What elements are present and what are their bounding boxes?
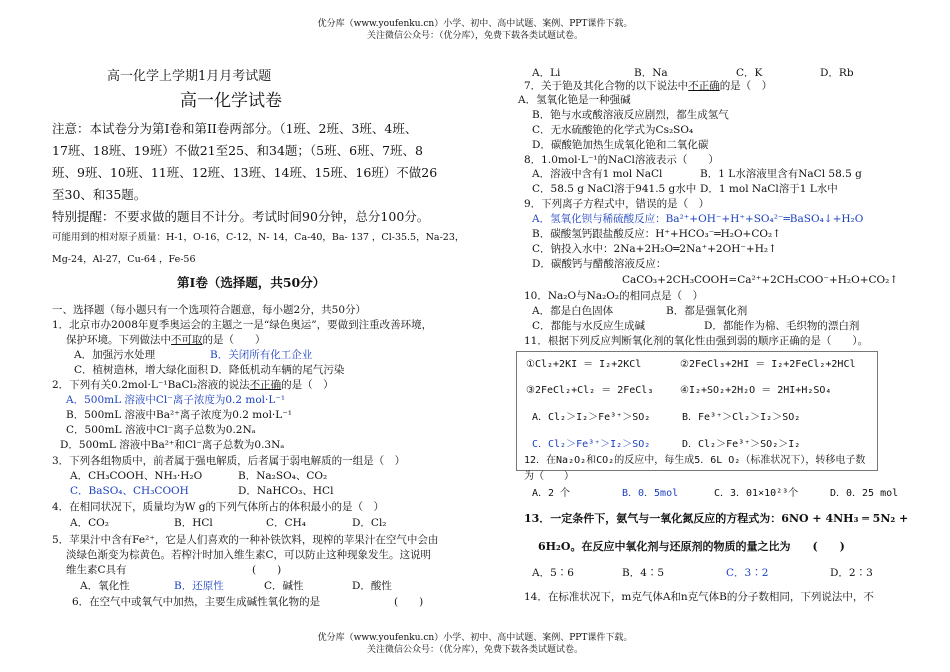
q8-stem: 8．1.0mol·L⁻¹的NaCl溶液表示（ ） (524, 154, 719, 166)
q6-option-a: A．Li (532, 67, 561, 79)
q9-option-d: D．碳酸钙与醋酸溶液反应： (532, 258, 667, 270)
exam-title: 高一化学上学期1月月考试题 (107, 69, 272, 84)
q13-stem-1: 13．一定条件下，氨气与一氧化氮反应的方程式为：6NO + 4NH₃ ═ 5N₂ + (524, 512, 909, 525)
q7-option-d: D．碳酸铯加热生成氧化铯和二氧化碳 (532, 139, 709, 151)
q12-option-c: C．3．01×10²³个 (714, 488, 799, 499)
q5-option-a: A．氧化性 (80, 580, 130, 592)
q5-option-d: D．酸性 (352, 580, 392, 592)
atomic-mass-line-2: Mg-24，Al-27，Cu-64 ，Fe-56 (52, 254, 196, 265)
q1-option-b: B．关闭所有化工企业 (210, 349, 313, 361)
q10-option-a: A．都是白色固体 (532, 305, 614, 317)
q5-stem-2: 淡绿色渐变为棕黄色。若榨汁时加入维生素C，可以防止这种现象发生。这说明 (66, 549, 432, 561)
q3-option-c: C．BaSO₄、CH₃COOH (70, 485, 189, 497)
q3-option-a: A．CH₃COOH、NH₃·H₂O (70, 470, 203, 482)
q14-stem: 14．在标准状况下，m克气体A和n克气体B的分子数相同，下列说法中，不 (524, 591, 874, 603)
q4-stem: 4．在相同状况下，质量均为W g的下列气体所占的体积最小的是（ ） (52, 501, 385, 513)
q8-option-a: A．溶液中含有1 mol NaCl (532, 168, 663, 180)
q9-option-b: B．碳酸氢钙跟盐酸反应：H⁺+HCO₃⁻═H₂O+CO₂↑ (532, 228, 782, 240)
q2-option-a: A．500mL 溶液中Cl⁻离子浓度为0.2 mol·L⁻¹ (66, 394, 286, 406)
q11-reaction-4: ④I₂+SO₂+2H₂O ＝ 2HI+H₂SO₄ (680, 385, 832, 396)
q13-stem-2: 6H₂O。在反应中氧化剂与还原剂的物质的量之比为 ( ) (538, 540, 845, 553)
q7-emphasis: 不正确 (688, 80, 720, 92)
q5-option-c: C．碱性 (264, 580, 304, 592)
q2-emphasis: 不正确 (249, 379, 282, 391)
page-header (0, 18, 950, 42)
q13-option-b: B．4∶5 (622, 567, 665, 579)
q8-option-d: D．1 mol NaCl溶于1 L水中 (700, 183, 838, 195)
q6-answer-paren: ( ) (394, 596, 424, 608)
page-footer (0, 632, 950, 656)
q6-option-c: C．K (736, 67, 763, 79)
q11-reaction-2: ②2FeCl₃+2HI ＝ I₂+2FeCl₂+2HCl (680, 359, 856, 370)
q5-stem-1: 5．苹果汁中含有Fe²⁺，它是人们喜欢的一种补铁饮料，现榨的苹果汁在空气中会由 (52, 534, 439, 546)
q2-stem: 2．下列有关0.2mol·L⁻¹BaCl₂溶液的说法不正确的是（ ） (52, 379, 334, 391)
q1-emphasis: 不可取 (171, 334, 203, 346)
q11-option-c: C．Cl₂＞Fe³⁺＞I₂＞SO₂ (532, 439, 651, 450)
q11-option-a: A．Cl₂＞I₂＞Fe³⁺＞SO₂ (532, 412, 651, 423)
q9-option-a: A．氢氧化钡与稀硫酸反应：Ba²⁺+OH⁻+H⁺+SO₄²⁻═BaSO₄↓+H₂O (532, 213, 864, 225)
q4-option-c: C．CH₄ (266, 517, 306, 529)
q11-option-b: B．Fe³⁺＞Cl₂＞I₂＞SO₂ (682, 412, 801, 423)
q12-option-b: B．0．5mol (622, 488, 679, 499)
q13-option-d: D．2∶3 (830, 567, 873, 579)
q7-stem: 7．关于铯及其化合物的以下说法中不正确的是（ ） (524, 80, 773, 92)
notice-line-3: 班、9班、10班、11班、12班、13班、14班、15班、16班）不做26 (52, 165, 438, 180)
q6-stem: 6．在空气中或氧气中加热，主要生成碱性氧化物的是 (72, 596, 321, 608)
q10-option-b: B．都是强氧化剂 (666, 305, 748, 317)
q13-option-a: A．5∶6 (532, 567, 574, 579)
footer-line-1: 优分库（www.youfenku.cn）小学、初中、高中试题、案例、PPT课件下载。 (317, 633, 633, 643)
q12-stem-1: 12．在Na₂O₂和CO₂的反应中，每生成5．6L O₂（标准状况下），转移电子数 (524, 455, 866, 466)
notice-line-4: 至30、和35题。 (52, 187, 147, 202)
notice-line-2: 17班、18班、19班）不做21至25、和34题；（5班、6班、7班、8 (52, 143, 423, 158)
q2-option-d: D．500mL 溶液中Ba²⁺和Cl⁻离子总数为0.3Nₐ (60, 439, 285, 451)
q8-option-b: B．1 L水溶液里含有NaCl 58.5 g (700, 168, 862, 180)
q5-answer-paren: ( ) (252, 564, 282, 576)
section-title: 第Ⅰ卷（选择题，共50分） (177, 275, 326, 290)
q3-stem: 3．下列各组物质中，前者属于强电解质，后者属于弱电解质的一组是（ ） (52, 455, 406, 467)
q2-option-b: B．500mL 溶液中Ba²⁺离子浓度为0.2 mol·L⁻¹ (66, 409, 292, 421)
q11-reaction-3: ③2FeCl₂+Cl₂ ＝ 2FeCl₃ (526, 385, 654, 396)
q7-option-a: A．氢氧化铯是一种强碱 (518, 94, 631, 106)
q9-stem: 9．下列离子方程式中，错误的是（ ） (524, 198, 710, 210)
reminder: 特别提醒：不要求做的题目不计分。考试时间90分钟，总分100分。 (52, 209, 430, 224)
q3-option-d: D．NaHCO₃、HCl (238, 485, 334, 497)
q10-option-c: C．都能与水反应生成碱 (532, 320, 646, 332)
q1-option-c: C．植树造林，增大绿化面积 (74, 364, 209, 376)
q7-option-c: C．无水硫酸铯的化学式为Cs₂SO₄ (532, 124, 694, 136)
notice-line-1: 注意：本试卷分为第Ⅰ卷和第II卷两部分。（1班、2班、3班、4班、 (52, 121, 418, 136)
q1-option-d: D．降低机动车辆的尾气污染 (210, 364, 345, 376)
paper-title: 高一化学试卷 (180, 91, 282, 111)
q9-option-d-equation: CaCO₃+2CH₃COOH=Ca²⁺+2CH₃COO⁻+H₂O+CO₂↑ (622, 274, 899, 286)
q7-option-b: B．铯与水或酸溶液反应剧烈，都生成氢气 (532, 109, 729, 121)
q1-option-a: A．加强污水处理 (74, 349, 156, 361)
q1-stem-1: 1．北京市办2008年夏季奥运会的主题之一是“绿色奥运”，要做到注重改善环境， (52, 319, 433, 331)
q6-option-b: B．Na (634, 67, 668, 79)
q11-stem: 11．根据下列反应判断氧化剂的氧化性由强到弱的顺序正确的是（ ）。 (524, 335, 869, 347)
q12-option-d: D．0．25 mol (830, 488, 899, 499)
q12-stem-2: 为（ ） (524, 471, 574, 482)
q13-option-c: C．3∶2 (726, 567, 769, 579)
q2-option-c: C．500mL 溶液中Cl⁻离子总数为0.2Nₐ (66, 424, 256, 436)
q4-option-b: B．HCl (174, 517, 213, 529)
q8-option-c: C．58.5 g NaCl溶于941.5 g水中 (532, 183, 697, 195)
q10-option-d: D．都能作为棉、毛织物的漂白剂 (704, 320, 860, 332)
q3-option-b: B．Na₂SO₄、CO₂ (238, 470, 328, 482)
q4-option-d: D．Cl₂ (352, 517, 387, 529)
header-line-1: 优分库（www.youfenku.cn）小学、初中、高中试题、案例、PPT课件下载。 (317, 19, 633, 29)
instructions: 一、选择题（每小题只有一个选项符合题意，每小题2分，共50分） (52, 304, 367, 316)
q5-option-b: B．还原性 (174, 580, 224, 592)
q4-option-a: A．CO₂ (70, 517, 109, 529)
q10-stem: 10．Na₂O与Na₂O₂的相同点是（ ） (524, 290, 704, 302)
header-line-2: 关注微信公众号：（优分库），免费下载各类试题试卷。 (366, 31, 583, 41)
q9-option-c: C．钠投入水中：2Na+2H₂O═2Na⁺+2OH⁻+H₂↑ (532, 243, 777, 255)
atomic-mass-line-1: 可能用到的相对原子质量：H-1，O-16，C-12，N- 14，Ca-40，Ba- 137 ，Cl-35.5，Na-23， (52, 232, 465, 243)
footer-line-2: 关注微信公众号：（优分库），免费下载各类试题试卷。 (366, 645, 583, 655)
q5-stem-3: 维生素C具有 (66, 564, 127, 576)
q1-stem-2: 保护环境。下列做法中不可取的是（ ） (66, 334, 266, 346)
q6-option-d: D．Rb (820, 67, 854, 79)
q11-option-d: D．Cl₂＞Fe³⁺＞SO₂＞I₂ (682, 439, 801, 450)
q12-option-a: A．2 个 (532, 488, 571, 499)
q11-reaction-1: ①Cl₂+2KI ＝ I₂+2KCl (526, 359, 642, 370)
